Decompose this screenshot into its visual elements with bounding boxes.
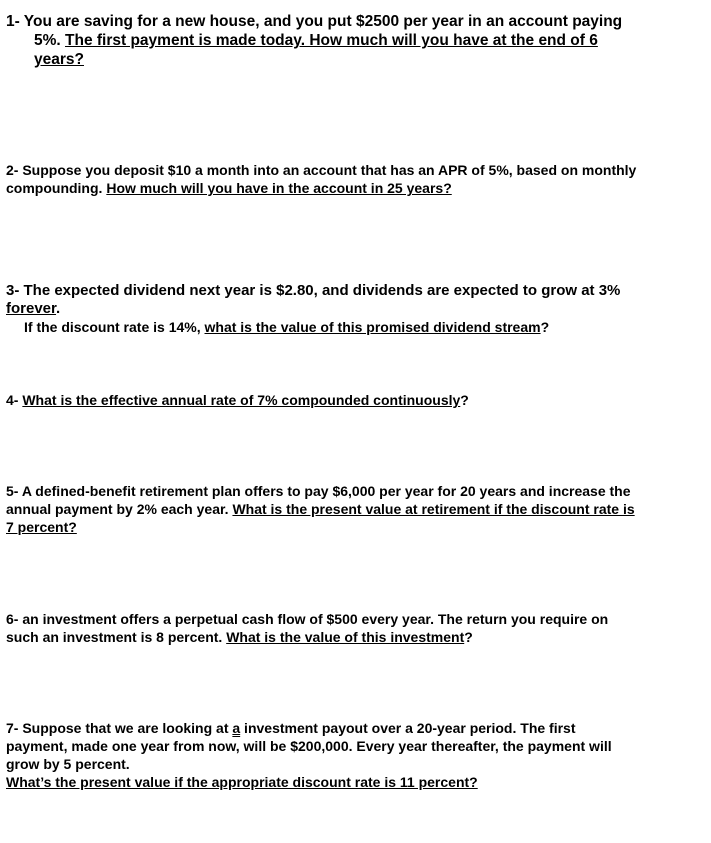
question-3-qmark: ? [540,319,550,335]
question-2-line-2 [6,179,686,197]
question-6-line-1: 6- an investment offers a perpetual cash flow of $500 every year. The return you require on [6,611,609,627]
question-5-ask: What is the present value at retirement if the discount rate is [232,501,635,517]
question-5 [6,482,674,536]
question-4 [6,391,686,409]
question-1 [6,12,686,69]
question-7-ask: What’s the present value if the appropriate discount rate is 11 percent? [6,774,478,790]
question-7-line-3: grow by 5 percent. [6,756,130,772]
question-3-discount: If the discount rate is 14%, [24,319,205,335]
question-7-line-2: payment, made one year from now, will be $200,000. Every year thereafter, the payment will [6,738,612,754]
question-4-number: 4- [6,392,23,408]
question-4-line-1 [6,391,686,409]
question-1-rate: 5%. [34,32,66,49]
question-5-line-3: 7 percent? [6,519,77,535]
question-6 [6,610,656,646]
question-2 [6,161,686,197]
question-5-line-1: 5- A defined-benefit retirement plan offers to pay $6,000 per year for 20 years and increase the [6,483,631,499]
question-6-return: such an investment is 8 percent. [6,629,227,645]
question-3-line-3 [6,318,686,336]
question-3-line-2 [6,300,686,318]
question-7-line-1 [6,719,656,737]
question-3 [6,282,686,336]
question-7-intro: 7- Suppose that we are looking at [6,720,233,736]
question-5-increase: annual payment by 2% each year. [6,501,233,517]
question-4-ask: What is the effective annual rate of 7% compounded continuously [22,392,461,408]
question-7-period: investment payout over a 20-year period. The first [240,720,576,736]
question-3-period: . [56,300,61,317]
question-2-compounding: compounding. [6,180,107,196]
question-6-qmark: ? [464,629,473,645]
question-3-ask: what is the value of this promised dividend stream [204,319,541,335]
question-7 [6,719,656,791]
question-5-line-2 [6,500,674,518]
question-1-line-3: years? [34,51,84,68]
question-1-line-2 [6,31,686,50]
question-3-line-1: 3- The expected dividend next year is $2.80, and dividends are expected to grow at 3% [6,282,621,299]
question-2-ask: How much will you have in the account in 25 years? [106,180,452,196]
question-1-ask: The first payment is made today. How much will you have at the end of 6 [65,32,598,49]
question-4-qmark: ? [460,392,469,408]
question-6-line-2 [6,628,656,646]
question-7-article: a [232,720,241,736]
question-3-forever: forever [6,300,57,317]
question-2-line-1: 2- Suppose you deposit $10 a month into an account that has an APR of 5%, based on monthly [6,162,637,178]
question-6-ask: What is the value of this investment [226,629,465,645]
question-1-line-1: 1- You are saving for a new house, and you put $2500 per year in an account paying [6,13,623,30]
